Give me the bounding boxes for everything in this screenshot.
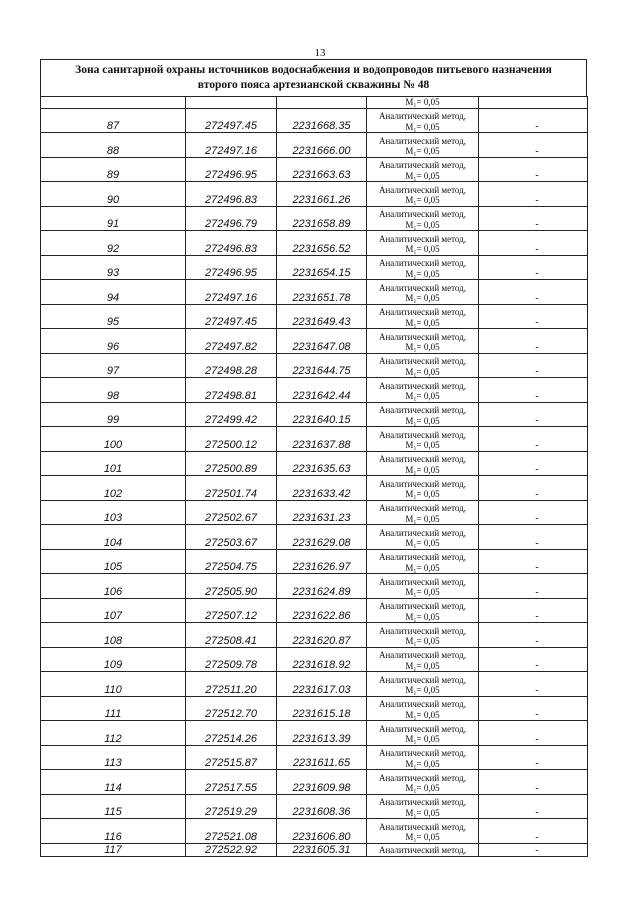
- dash-mark: -: [535, 415, 539, 426]
- method-name: Аналитический метод,: [378, 845, 467, 855]
- point-number-cell: 104: [41, 525, 186, 550]
- y-coordinate-cell: 2231644.75: [277, 353, 367, 378]
- x-coordinate-cell: 272496.79: [186, 206, 277, 231]
- note-cell: [479, 255, 588, 280]
- note-cell: [479, 598, 588, 623]
- table-row: [41, 476, 588, 501]
- point-number-cell: 101: [41, 451, 186, 476]
- y-coordinate-cell: 2231608.36: [277, 794, 367, 819]
- note-cell: [479, 696, 588, 721]
- y-coordinate-cell: 2231626.97: [277, 549, 367, 574]
- table-row: [41, 157, 588, 182]
- x-coordinate-cell: 272505.90: [186, 574, 277, 599]
- title-line-1: Зона санитарной охраны источников водоснабжения и водопроводов питьевого назначения: [75, 64, 552, 76]
- y-coordinate-cell: 2231611.65: [277, 745, 367, 770]
- method-cell: [367, 231, 479, 256]
- dash-mark: -: [535, 660, 539, 671]
- table-row: [41, 672, 588, 697]
- note-cell: [479, 353, 588, 378]
- x-coordinate-cell: 272496.83: [186, 231, 277, 256]
- x-coordinate-cell: 272497.16: [186, 133, 277, 158]
- point-number-cell: 99: [41, 402, 186, 427]
- note-cell: [479, 329, 588, 354]
- x-coordinate-cell: 272512.70: [186, 696, 277, 721]
- point-number-cell: 96: [41, 329, 186, 354]
- dash-mark: -: [535, 782, 539, 794]
- x-coordinate-cell: 272501.74: [186, 476, 277, 501]
- note-cell: [479, 378, 588, 403]
- y-coordinate-cell: 2231651.78: [277, 280, 367, 305]
- table-row: [41, 696, 588, 721]
- point-number-cell: 87: [41, 108, 186, 133]
- method-cell: [367, 623, 479, 648]
- method-error-value: M₁= 0,05: [405, 440, 440, 450]
- x-coordinate-cell: 272496.83: [186, 182, 277, 207]
- dash-mark: -: [535, 317, 539, 328]
- table-row: [41, 745, 588, 770]
- point-number-cell: 115: [41, 794, 186, 819]
- x-coordinate-cell: 272500.12: [186, 427, 277, 452]
- dash-mark: -: [535, 243, 539, 255]
- method-error-value: M₁= 0,05: [405, 121, 440, 132]
- x-coordinate-cell: 272508.41: [186, 623, 277, 648]
- table-row: [41, 647, 588, 672]
- method-name: Аналитический метод,: [378, 821, 467, 832]
- x-coordinate-cell: 272519.29: [186, 794, 277, 819]
- method-name: Аналитический метод,: [378, 258, 467, 268]
- x-coordinate-cell: 272515.87: [186, 745, 277, 770]
- point-number-cell: 100: [41, 427, 186, 452]
- method-cell: [367, 97, 479, 109]
- method-error-value: M₁= 0,05: [405, 342, 440, 352]
- method-error-value: M₁= 0,05: [405, 195, 440, 205]
- method-error-value: M₁= 0,05: [405, 268, 440, 279]
- point-number-cell: 109: [41, 647, 186, 672]
- x-coordinate-cell: 272502.67: [186, 500, 277, 525]
- method-name: Аналитический метод,: [378, 772, 467, 783]
- point-number-cell: 98: [41, 378, 186, 403]
- point-number-cell: 92: [41, 231, 186, 256]
- x-coordinate-cell: [186, 97, 277, 109]
- method-error-value: M₁= 0,05: [405, 611, 440, 622]
- table-row: [41, 794, 588, 819]
- method-name: Аналитический метод,: [378, 674, 467, 685]
- method-name: Аналитический метод,: [378, 454, 467, 464]
- point-number-cell: 106: [41, 574, 186, 599]
- note-cell: [479, 500, 588, 525]
- method-cell: [367, 304, 479, 329]
- note-cell: [479, 525, 588, 550]
- x-coordinate-cell: 272498.28: [186, 353, 277, 378]
- y-coordinate-cell: 2231640.15: [277, 402, 367, 427]
- method-name: Аналитический метод,: [378, 699, 467, 709]
- y-coordinate-cell: 2231642.44: [277, 378, 367, 403]
- y-coordinate-cell: 2231658.89: [277, 206, 367, 231]
- dash-mark: -: [535, 513, 539, 524]
- point-number-cell: 103: [41, 500, 186, 525]
- method-name: Аналитический метод,: [378, 601, 467, 611]
- point-number-cell: 113: [41, 745, 186, 770]
- method-name: Аналитический метод,: [378, 429, 467, 440]
- method-error-value: M₁= 0,05: [405, 415, 440, 426]
- dash-mark: -: [535, 145, 539, 157]
- method-cell: [367, 598, 479, 623]
- page-number: 13: [314, 47, 326, 59]
- note-cell: [479, 476, 588, 501]
- point-number-cell: 90: [41, 182, 186, 207]
- method-name: Аналитический метод,: [378, 478, 467, 489]
- x-coordinate-cell: 272496.95: [186, 157, 277, 182]
- y-coordinate-cell: 2231606.80: [277, 819, 367, 844]
- table-row: [41, 770, 588, 795]
- dash-mark: -: [535, 390, 539, 402]
- table-row: [41, 206, 588, 231]
- method-cell: [367, 353, 479, 378]
- note-cell: [479, 770, 588, 795]
- method-error-value: M₁= 0,05: [405, 758, 440, 769]
- method-cell: [367, 574, 479, 599]
- method-name: Аналитический метод,: [378, 184, 467, 195]
- table-row: [41, 280, 588, 305]
- method-error-value: M₁= 0,05: [405, 783, 440, 793]
- y-coordinate-cell: 2231635.63: [277, 451, 367, 476]
- dash-mark: -: [535, 439, 539, 451]
- x-coordinate-cell: 272514.26: [186, 721, 277, 746]
- y-coordinate-cell: 2231656.52: [277, 231, 367, 256]
- table-row: [41, 133, 588, 158]
- method-error-value: M₁= 0,05: [405, 293, 440, 303]
- method-name: Аналитический метод,: [378, 307, 467, 317]
- method-cell: [367, 378, 479, 403]
- table-row: [41, 451, 588, 476]
- note-cell: [479, 427, 588, 452]
- point-number-cell: 91: [41, 206, 186, 231]
- x-coordinate-cell: 272522.92: [186, 843, 277, 856]
- y-coordinate-cell: 2231649.43: [277, 304, 367, 329]
- dash-mark: -: [535, 268, 539, 279]
- point-number-cell: 110: [41, 672, 186, 697]
- x-coordinate-cell: 272503.67: [186, 525, 277, 550]
- table-row: [41, 182, 588, 207]
- x-coordinate-cell: 272497.45: [186, 304, 277, 329]
- method-cell: [367, 182, 479, 207]
- dash-mark: -: [535, 611, 539, 622]
- dash-mark: -: [535, 121, 539, 132]
- method-error-value: M₁= 0,05: [405, 685, 440, 695]
- note-cell: [479, 843, 588, 856]
- method-error-value: M₁= 0,05: [405, 709, 440, 720]
- dash-mark: -: [535, 831, 539, 843]
- method-name: Аналитический метод,: [378, 282, 467, 293]
- y-coordinate-cell: 2231605.31: [277, 843, 367, 856]
- method-name: Аналитический метод,: [378, 209, 467, 219]
- dash-mark: -: [535, 709, 539, 720]
- y-coordinate-cell: 2231624.89: [277, 574, 367, 599]
- table-row: [41, 329, 588, 354]
- point-number-cell: [41, 97, 186, 109]
- table-row: [41, 378, 588, 403]
- method-name: Аналитический метод,: [378, 160, 467, 170]
- method-name: Аналитический метод,: [378, 356, 467, 366]
- method-error-value: M₁= 0,05: [405, 146, 440, 156]
- table-row: [41, 525, 588, 550]
- note-cell: [479, 647, 588, 672]
- y-coordinate-cell: 2231637.88: [277, 427, 367, 452]
- x-coordinate-cell: 272497.45: [186, 108, 277, 133]
- dash-mark: -: [535, 341, 539, 353]
- method-cell: [367, 549, 479, 574]
- dash-mark: -: [535, 586, 539, 598]
- method-error-value: M₁= 0,05: [405, 366, 440, 377]
- dash-mark: -: [535, 464, 539, 475]
- note-cell: [479, 819, 588, 844]
- method-name: Аналитический метод,: [378, 135, 467, 146]
- y-coordinate-cell: 2231613.39: [277, 721, 367, 746]
- note-cell: [479, 133, 588, 158]
- method-name: Аналитический метод,: [378, 625, 467, 636]
- method-cell: [367, 476, 479, 501]
- method-name: Аналитический метод,: [378, 576, 467, 587]
- method-error-value: M₁= 0,05: [405, 244, 440, 254]
- table-row: [41, 427, 588, 452]
- note-cell: [479, 231, 588, 256]
- point-number-cell: 105: [41, 549, 186, 574]
- x-coordinate-cell: 272517.55: [186, 770, 277, 795]
- y-coordinate-cell: 2231668.35: [277, 108, 367, 133]
- method-name: Аналитический метод,: [378, 552, 467, 562]
- method-name: Аналитический метод,: [378, 503, 467, 513]
- note-cell: [479, 721, 588, 746]
- method-cell: [367, 745, 479, 770]
- y-coordinate-cell: 2231633.42: [277, 476, 367, 501]
- y-coordinate-cell: 2231615.18: [277, 696, 367, 721]
- note-cell: [479, 182, 588, 207]
- dash-mark: -: [535, 488, 539, 500]
- y-coordinate-cell: 2231666.00: [277, 133, 367, 158]
- x-coordinate-cell: 272497.82: [186, 329, 277, 354]
- dash-mark: -: [535, 537, 539, 549]
- dash-mark: -: [535, 684, 539, 696]
- point-number-cell: 95: [41, 304, 186, 329]
- note-cell: [479, 206, 588, 231]
- method-name: Аналитический метод,: [378, 380, 467, 391]
- method-name: Аналитический метод,: [378, 233, 467, 244]
- method-name: Аналитический метод,: [378, 331, 467, 342]
- table-row-last: [41, 843, 588, 856]
- x-coordinate-cell: 272511.20: [186, 672, 277, 697]
- method-error-value: M₁= 0,05: [405, 538, 440, 548]
- note-cell: [479, 672, 588, 697]
- method-name: Аналитический метод,: [378, 111, 467, 121]
- table-row: [41, 402, 588, 427]
- title-line-2: второго пояса артезианской скважины № 48: [197, 79, 430, 91]
- table-row: [41, 623, 588, 648]
- point-number-cell: 116: [41, 819, 186, 844]
- method-error-value: M₁= 0,05: [405, 734, 440, 744]
- point-number-cell: 94: [41, 280, 186, 305]
- table-row: [41, 353, 588, 378]
- x-coordinate-cell: 272504.75: [186, 549, 277, 574]
- table-row: [41, 108, 588, 133]
- dash-mark: -: [535, 635, 539, 647]
- point-number-cell: 117: [41, 843, 186, 856]
- method-cell: [367, 696, 479, 721]
- method-error-value: M₁= 0,05: [405, 170, 440, 181]
- y-coordinate-cell: 2231609.98: [277, 770, 367, 795]
- note-cell: [479, 574, 588, 599]
- method-cell: [367, 794, 479, 819]
- x-coordinate-cell: 272507.12: [186, 598, 277, 623]
- method-cell: [367, 133, 479, 158]
- note-cell: [479, 549, 588, 574]
- method-cell: [367, 108, 479, 133]
- table-row: [41, 574, 588, 599]
- y-coordinate-cell: 2231622.86: [277, 598, 367, 623]
- note-cell: [479, 451, 588, 476]
- x-coordinate-cell: 272500.89: [186, 451, 277, 476]
- table-row: [41, 500, 588, 525]
- method-error-value: M₁= 0,05: [405, 832, 440, 842]
- y-coordinate-cell: 2231663.63: [277, 157, 367, 182]
- method-cell: [367, 525, 479, 550]
- coordinates-sheet: [40, 59, 587, 857]
- point-number-cell: 114: [41, 770, 186, 795]
- point-number-cell: 108: [41, 623, 186, 648]
- point-number-cell: 89: [41, 157, 186, 182]
- point-number-cell: 97: [41, 353, 186, 378]
- note-cell: [479, 108, 588, 133]
- method-error-value: M₁= 0,05: [405, 660, 440, 671]
- method-cell: [367, 427, 479, 452]
- point-number-cell: 111: [41, 696, 186, 721]
- point-number-cell: 112: [41, 721, 186, 746]
- method-name: Аналитический метод,: [378, 650, 467, 660]
- table-row: [41, 721, 588, 746]
- dash-mark: -: [535, 366, 539, 377]
- dash-mark: -: [535, 194, 539, 206]
- point-number-cell: 102: [41, 476, 186, 501]
- document-title: [40, 59, 587, 96]
- dash-mark: -: [535, 219, 539, 230]
- dash-mark: -: [535, 807, 539, 818]
- table-row: [41, 231, 588, 256]
- note-cell: [479, 623, 588, 648]
- table-row: [41, 598, 588, 623]
- y-coordinate-cell: 2231620.87: [277, 623, 367, 648]
- x-coordinate-cell: 272499.42: [186, 402, 277, 427]
- point-number-cell: 88: [41, 133, 186, 158]
- dash-mark: -: [535, 758, 539, 769]
- note-cell: [479, 280, 588, 305]
- dash-mark: -: [535, 733, 539, 745]
- note-cell: [479, 157, 588, 182]
- x-coordinate-cell: 272496.95: [186, 255, 277, 280]
- note-cell: [479, 304, 588, 329]
- method-cell: [367, 402, 479, 427]
- method-cell: [367, 647, 479, 672]
- dash-mark: -: [535, 170, 539, 181]
- method-cell: [367, 157, 479, 182]
- method-cell: [367, 843, 479, 856]
- method-error-value: M₁= 0,05: [405, 807, 440, 818]
- point-number-cell: 107: [41, 598, 186, 623]
- y-coordinate-cell: 2231617.03: [277, 672, 367, 697]
- dash-mark: -: [535, 844, 539, 856]
- method-cell: [367, 721, 479, 746]
- note-cell: [479, 794, 588, 819]
- method-cell: [367, 206, 479, 231]
- method-name: Аналитический метод,: [378, 527, 467, 538]
- table-row: [41, 549, 588, 574]
- point-number-cell: 93: [41, 255, 186, 280]
- y-coordinate-cell: 2231631.23: [277, 500, 367, 525]
- x-coordinate-cell: 272497.16: [186, 280, 277, 305]
- method-error-value: M₁= 0,05: [405, 219, 440, 230]
- method-cell: [367, 280, 479, 305]
- x-coordinate-cell: 272498.81: [186, 378, 277, 403]
- table-row-continued: [41, 97, 588, 109]
- method-cell: [367, 451, 479, 476]
- y-coordinate-cell: 2231647.08: [277, 329, 367, 354]
- x-coordinate-cell: 272521.08: [186, 819, 277, 844]
- method-cell: [367, 819, 479, 844]
- note-cell: [479, 745, 588, 770]
- x-coordinate-cell: 272509.78: [186, 647, 277, 672]
- note-cell: [479, 402, 588, 427]
- method-error-value: M₁= 0,05: [405, 391, 440, 401]
- method-error-value: M₁= 0,05: [405, 587, 440, 597]
- method-error-value: M₁= 0,05: [405, 513, 440, 524]
- method-name: Аналитический метод,: [378, 748, 467, 758]
- table-row: [41, 304, 588, 329]
- method-name: Аналитический метод,: [378, 797, 467, 807]
- method-cell: [367, 329, 479, 354]
- method-name: Аналитический метод,: [378, 723, 467, 734]
- method-name: Аналитический метод,: [378, 405, 467, 415]
- method-cell: [367, 255, 479, 280]
- method-cell: [367, 672, 479, 697]
- method-error-value: M₁= 0,05: [405, 562, 440, 573]
- dash-mark: -: [535, 292, 539, 304]
- method-error-value: M₁= 0,05: [405, 636, 440, 646]
- dash-mark: -: [535, 562, 539, 573]
- method-error-value: M₁= 0,05: [405, 97, 440, 107]
- table-row: [41, 255, 588, 280]
- method-error-value: M₁= 0,05: [405, 489, 440, 499]
- method-cell: [367, 500, 479, 525]
- y-coordinate-cell: 2231661.26: [277, 182, 367, 207]
- method-error-value: M₁= 0,05: [405, 317, 440, 328]
- coordinates-table: [40, 96, 588, 857]
- y-coordinate-cell: 2231618.92: [277, 647, 367, 672]
- y-coordinate-cell: 2231654.15: [277, 255, 367, 280]
- table-row: [41, 819, 588, 844]
- method-cell: [367, 770, 479, 795]
- y-coordinate-cell: 2231629.08: [277, 525, 367, 550]
- y-coordinate-cell: [277, 97, 367, 109]
- method-error-value: M₁= 0,05: [405, 464, 440, 475]
- note-cell: [479, 97, 588, 109]
